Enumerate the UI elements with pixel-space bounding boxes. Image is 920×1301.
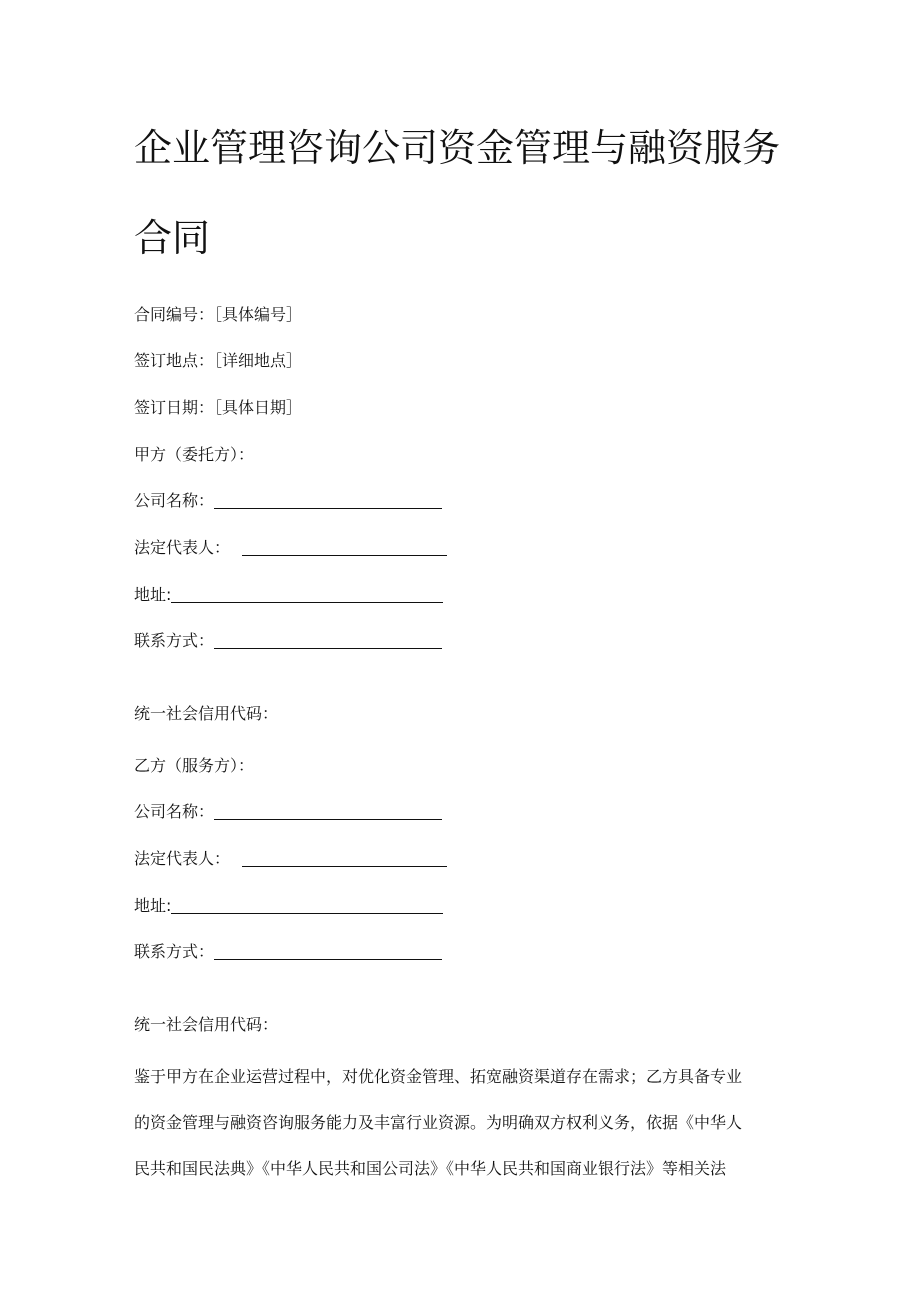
party-b-address-blank[interactable] <box>171 897 443 914</box>
party-a-legal-rep-row <box>134 537 447 559</box>
party-a-address-blank[interactable] <box>171 586 443 603</box>
party-b-credit-code-row <box>134 1014 278 1036</box>
party-a-company-label: 公司名称： <box>134 491 215 510</box>
party-b-contact-label: 联系方式： <box>134 942 215 961</box>
party-b-heading <box>134 755 254 777</box>
sign-place <box>134 350 302 372</box>
party-a-heading-text: 甲方（委托方）： <box>134 445 255 464</box>
party-b-contact-row <box>134 941 442 963</box>
party-a-heading <box>134 444 254 466</box>
party-b-legal-rep-blank[interactable] <box>242 850 447 867</box>
contract-number <box>134 304 302 326</box>
party-a-legal-rep-label: 法定代表人： <box>134 538 231 557</box>
party-b-heading-text: 乙方（服务方）： <box>134 756 255 775</box>
party-b-legal-rep-row <box>134 848 447 870</box>
contract-number-text: 合同编号：［具体编号］ <box>134 305 303 324</box>
contract-title-line-2: 合同 <box>134 216 211 260</box>
party-a-credit-code-label: 统一社会信用代码： <box>134 704 279 723</box>
party-a-legal-rep-blank[interactable] <box>242 539 447 556</box>
party-b-company-label: 公司名称： <box>134 802 215 821</box>
preamble-line: 的资金管理与融资咨询服务能力及丰富行业资源。为明确双方权利义务，依据《中华人 <box>134 1113 743 1132</box>
party-a-contact-blank[interactable] <box>214 632 442 649</box>
preamble-line: 民共和国民法典》《中华人民共和国公司法》《中华人民共和国商业银行法》等相关法 <box>134 1159 727 1178</box>
party-b-address-label: 地址: <box>134 896 172 915</box>
party-b-legal-rep-label: 法定代表人： <box>134 849 231 868</box>
sign-date <box>134 397 302 419</box>
party-b-address-row <box>134 895 443 917</box>
party-b-credit-code-label: 统一社会信用代码： <box>134 1015 279 1034</box>
party-a-company-row <box>134 490 442 512</box>
contract-title-line-1: 企业管理咨询公司资金管理与融资服务 <box>134 126 781 170</box>
party-a-contact-label: 联系方式： <box>134 631 215 650</box>
party-a-address-label: 地址: <box>134 585 172 604</box>
sign-date-text: 签订日期：［具体日期］ <box>134 398 303 417</box>
party-a-company-blank[interactable] <box>214 492 442 509</box>
party-b-contact-blank[interactable] <box>214 943 442 960</box>
party-b-company-blank[interactable] <box>214 803 442 820</box>
party-a-address-row <box>134 584 443 606</box>
sign-place-text: 签订地点：［详细地点］ <box>134 351 303 370</box>
party-a-credit-code-row <box>134 703 278 725</box>
party-b-company-row <box>134 801 442 823</box>
preamble-line: 鉴于甲方在企业运营过程中，对优化资金管理、拓宽融资渠道存在需求；乙方具备专业 <box>134 1067 743 1086</box>
party-a-contact-row <box>134 630 442 652</box>
